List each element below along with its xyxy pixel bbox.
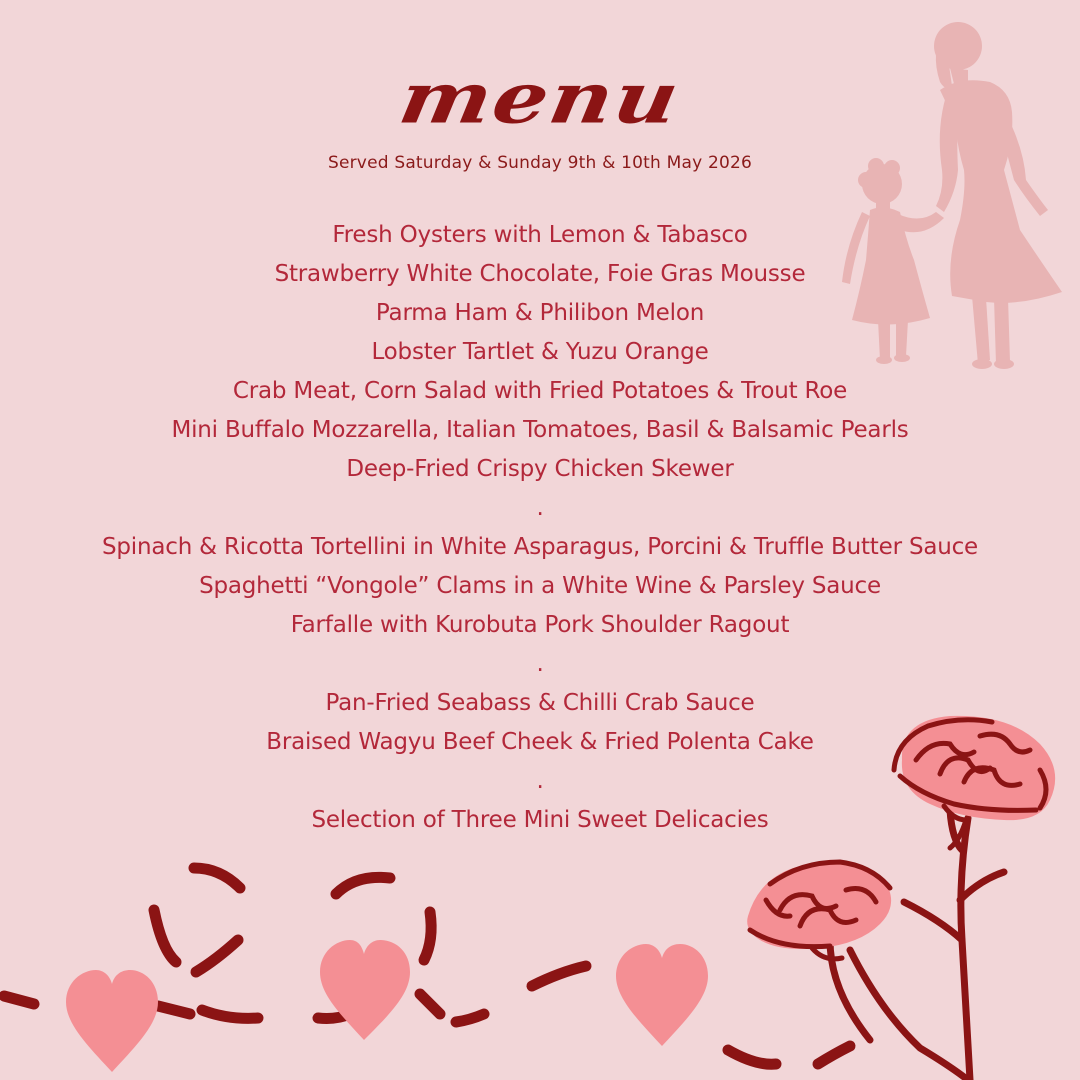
heart-icon (320, 940, 410, 1040)
menu-item: Farfalle with Kurobuta Pork Shoulder Ragout (290, 612, 790, 638)
menu-item: Crab Meat, Corn Salad with Fried Potatoes & Trout Roe (232, 378, 848, 404)
menu-item: Selection of Three Mini Sweet Delicacies (311, 807, 769, 833)
heart-icon (616, 944, 708, 1046)
menu-item: Lobster Tartlet & Yuzu Orange (371, 339, 709, 365)
menu-item: Spaghetti “Vongole” Clams in a White Wine & Parsley Sauce (199, 573, 881, 599)
menu-item: Fresh Oysters with Lemon & Tabasco (332, 222, 748, 248)
menu-item: Pan-Fried Seabass & Chilli Crab Sauce (325, 690, 755, 716)
menu-date-subtitle: Served Saturday & Sunday 9th & 10th May 2026 (327, 153, 753, 173)
menu-item: Braised Wagyu Beef Cheek & Fried Polenta Cake (266, 729, 814, 755)
carnation-stems (830, 810, 1004, 1080)
course-separator: . (536, 495, 544, 521)
carnation-icon (747, 862, 891, 959)
menu-title: menu (393, 57, 687, 140)
menu-item: Spinach & Ricotta Tortellini in White Asparagus, Porcini & Truffle Butter Sauce (101, 534, 979, 560)
course-separator: . (536, 651, 544, 677)
heart-icon (66, 970, 158, 1072)
menu-item: Parma Ham & Philibon Melon (375, 300, 705, 326)
menu-item: Deep-Fried Crispy Chicken Skewer (346, 456, 734, 482)
menu-list (0, 216, 1080, 840)
menu-item: Mini Buffalo Mozzarella, Italian Tomatoes, Basil & Balsamic Pearls (171, 417, 909, 443)
menu-item: Strawberry White Chocolate, Foie Gras Mousse (274, 261, 806, 287)
course-separator: . (536, 768, 544, 794)
